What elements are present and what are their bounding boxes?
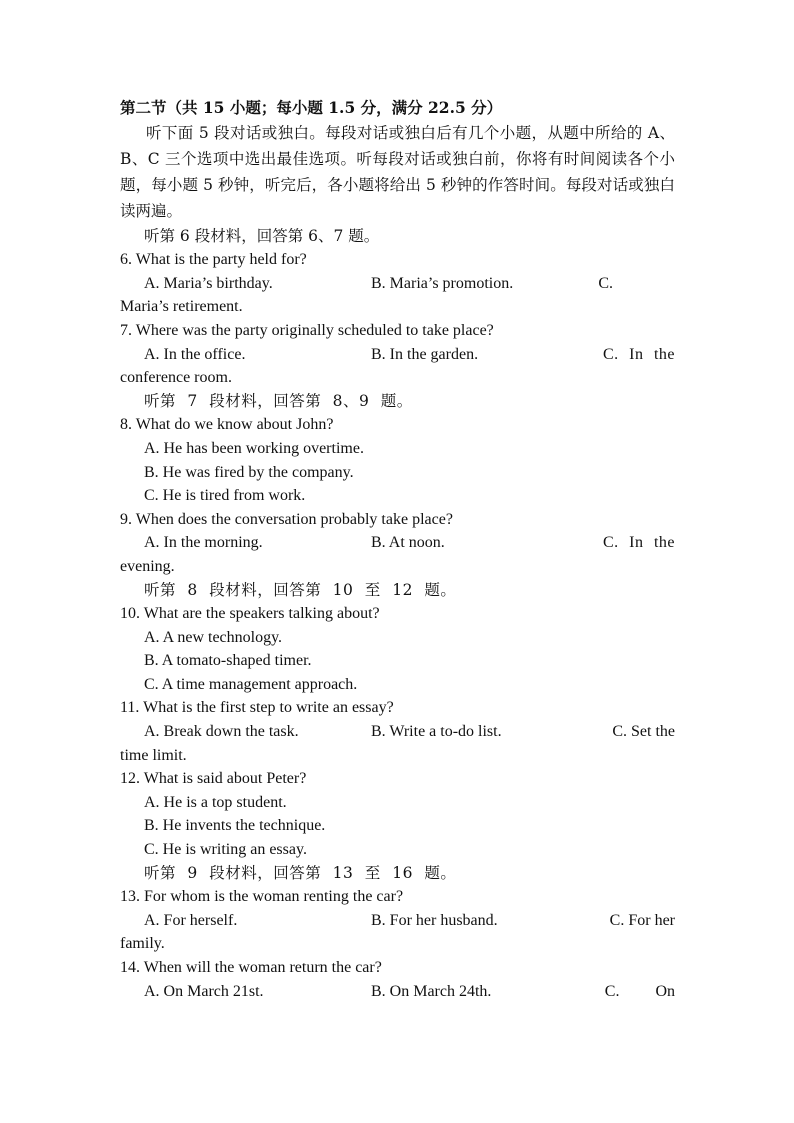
section-instructions: 听下面 5 段对话或独白。每段对话或独白后有几个小题，从题中所给的 A、B、C 三个选项中选出最佳选项。听每段对话或独白前，你将有时间阅读各个小题，每小题 5 秒钟，听完后，各小题将给出 5 秒钟的作答时间。每段对话或独白读两遍。: [120, 123, 675, 220]
option-a: A. In the morning.: [144, 534, 263, 552]
option-c: C. He is writing an essay.: [144, 841, 307, 859]
option-b: B. On March 24th.: [371, 982, 492, 1000]
question-7-stem: 7. Where was the party originally scheduled to take place?: [120, 321, 494, 339]
option-c: C. A time management approach.: [144, 675, 358, 693]
question-13-stem: 13. For whom is the woman renting the car?: [120, 888, 404, 906]
option-b: B. He invents the technique.: [144, 817, 326, 835]
option-c-continued: conference room.: [120, 369, 232, 387]
option-b: B. A tomato-shaped timer.: [144, 652, 312, 670]
option-a: A. For herself.: [144, 911, 238, 929]
question-11-options: [120, 720, 675, 744]
option-b: B. He was fired by the company.: [144, 463, 354, 481]
option-a: A. A new technology.: [144, 628, 283, 646]
question-10-stem: 10. What are the speakers talking about?: [120, 605, 380, 623]
option-c: C. He is tired from work.: [144, 487, 306, 505]
question-9-options: [120, 531, 675, 555]
direction-8: 听第 8 段材料，回答第 10 至 12 题。: [144, 580, 457, 599]
question-6-stem: 6. What is the party held for?: [120, 251, 307, 269]
question-11-stem: 11. What is the first step to write an essay?: [120, 699, 394, 717]
option-c: C.: [598, 274, 613, 292]
listening-section: [120, 96, 675, 1003]
option-a: A. On March 21st.: [144, 982, 264, 1000]
direction-9: 听第 9 段材料，回答第 13 至 16 题。: [144, 863, 457, 882]
option-b: B. Maria’s promotion.: [371, 274, 514, 292]
option-b: B. In the garden.: [371, 345, 479, 363]
option-c: C. Set the: [612, 723, 675, 741]
option-a: A. He has been working overtime.: [144, 439, 364, 457]
option-b: B. At noon.: [371, 534, 445, 552]
option-a: A. Maria’s birthday.: [144, 274, 273, 292]
section-heading: 第二节（共 15 小题；每小题 1.5 分，满分 22.5 分）: [120, 98, 503, 117]
direction-7: 听第 7 段材料，回答第 8、9 题。: [144, 391, 413, 410]
option-a: A. In the office.: [144, 345, 246, 363]
direction-6: 听第 6 段材料，回答第 6、7 题。: [144, 226, 380, 245]
option-c-continued: family.: [120, 935, 165, 953]
option-c-continued: time limit.: [120, 746, 187, 764]
option-b: B. Write a to-do list.: [371, 723, 502, 741]
question-6-options: [120, 272, 675, 296]
question-12-stem: 12. What is said about Peter?: [120, 770, 307, 788]
question-13-options: [120, 909, 675, 933]
question-9-stem: 9. When does the conversation probably take place?: [120, 510, 453, 528]
option-c: C. In the: [602, 534, 675, 552]
option-a: A. He is a top student.: [144, 793, 287, 811]
option-c: C. In the: [602, 345, 675, 363]
question-8-stem: 8. What do we know about John?: [120, 416, 334, 434]
option-a: A. Break down the task.: [144, 723, 299, 741]
question-7-options: [120, 343, 675, 367]
option-c: C. For her: [609, 911, 675, 929]
option-c-continued: evening.: [120, 557, 175, 575]
option-c: C. On: [604, 982, 675, 1000]
question-14-options: [120, 980, 675, 1004]
option-c-continued: Maria’s retirement.: [120, 298, 243, 316]
question-14-stem: 14. When will the woman return the car?: [120, 959, 382, 976]
option-b: B. For her husband.: [371, 911, 498, 929]
